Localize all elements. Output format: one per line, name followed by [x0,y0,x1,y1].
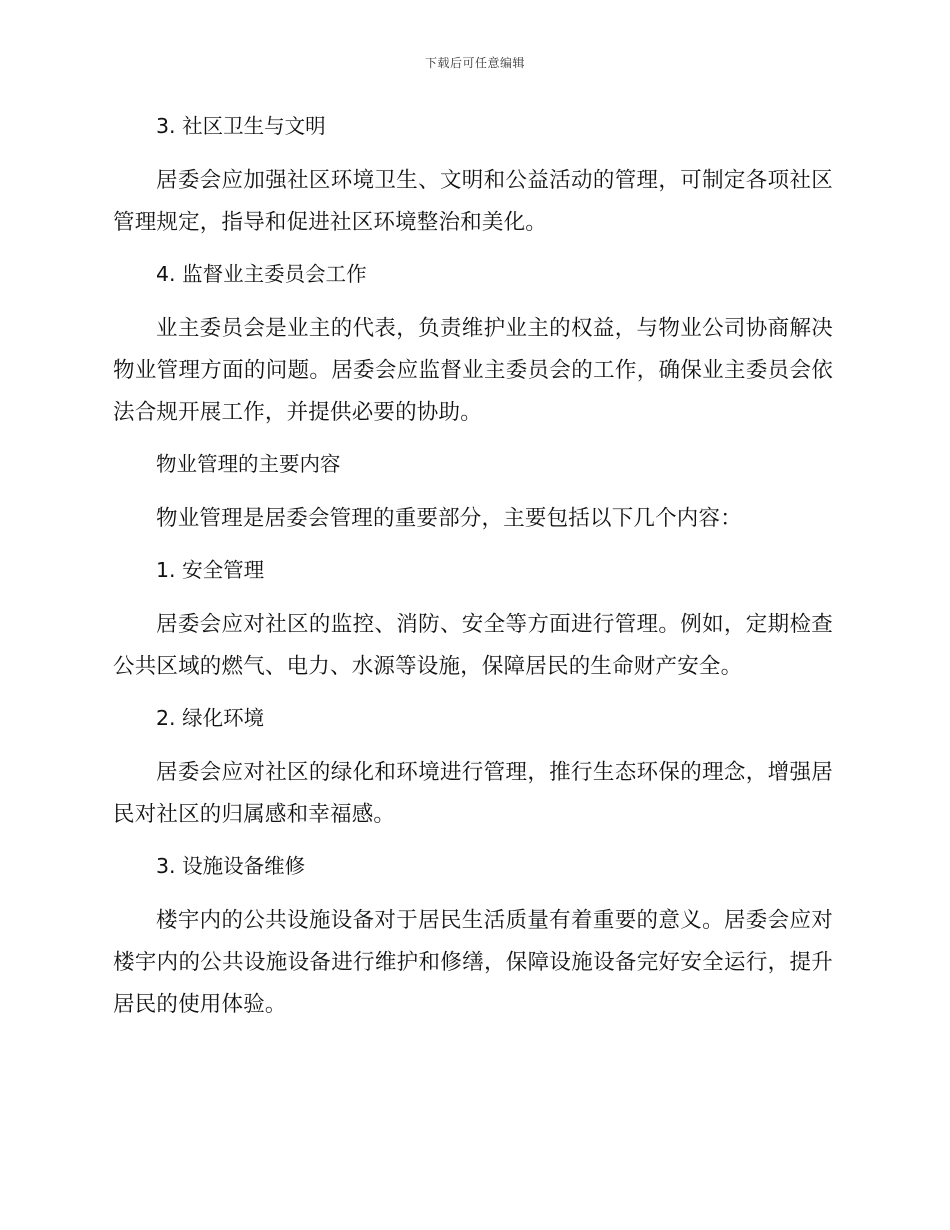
section-heading: 3. 社区卫生与文明 [156,114,326,138]
page-header: 下载后可任意编辑 [424,56,525,70]
document-body [113,108,833,1038]
section-paragraph: 居委会应对社区的绿化和环境进行管理，推行生态环保的理念，增强居民对社区的归属感和幸福感。 [113,760,833,827]
section-heading: 2. 绿化环境 [156,706,265,730]
section-paragraph: 楼宇内的公共设施设备对于居民生活质量有着重要的意义。居委会应对楼宇内的公共设施设备进行维护和修缮，保障设施设备完好安全运行，提升居民的使用体验。 [113,908,833,1017]
section-heading: 4. 监督业主委员会工作 [156,262,367,286]
section-heading: 物业管理的主要内容 [156,452,341,476]
section-heading: 3. 设施设备维修 [156,854,306,878]
section-paragraph: 物业管理是居委会管理的重要部分，主要包括以下几个内容： [156,506,742,531]
section-paragraph: 居委会应对社区的监控、消防、安全等方面进行管理。例如，定期检查公共区域的燃气、电力、水源等设施，保障居民的生命财产安全。 [113,612,833,679]
section-heading: 1. 安全管理 [156,558,265,582]
section-paragraph: 居委会应加强社区环境卫生、文明和公益活动的管理，可制定各项社区管理规定，指导和促进社区环境整治和美化。 [113,168,833,235]
section-paragraph: 业主委员会是业主的代表，负责维护业主的权益，与物业公司协商解决物业管理方面的问题。居委会应监督业主委员会的工作，确保业主委员会依法合规开展工作，并提供必要的协助。 [113,316,833,425]
